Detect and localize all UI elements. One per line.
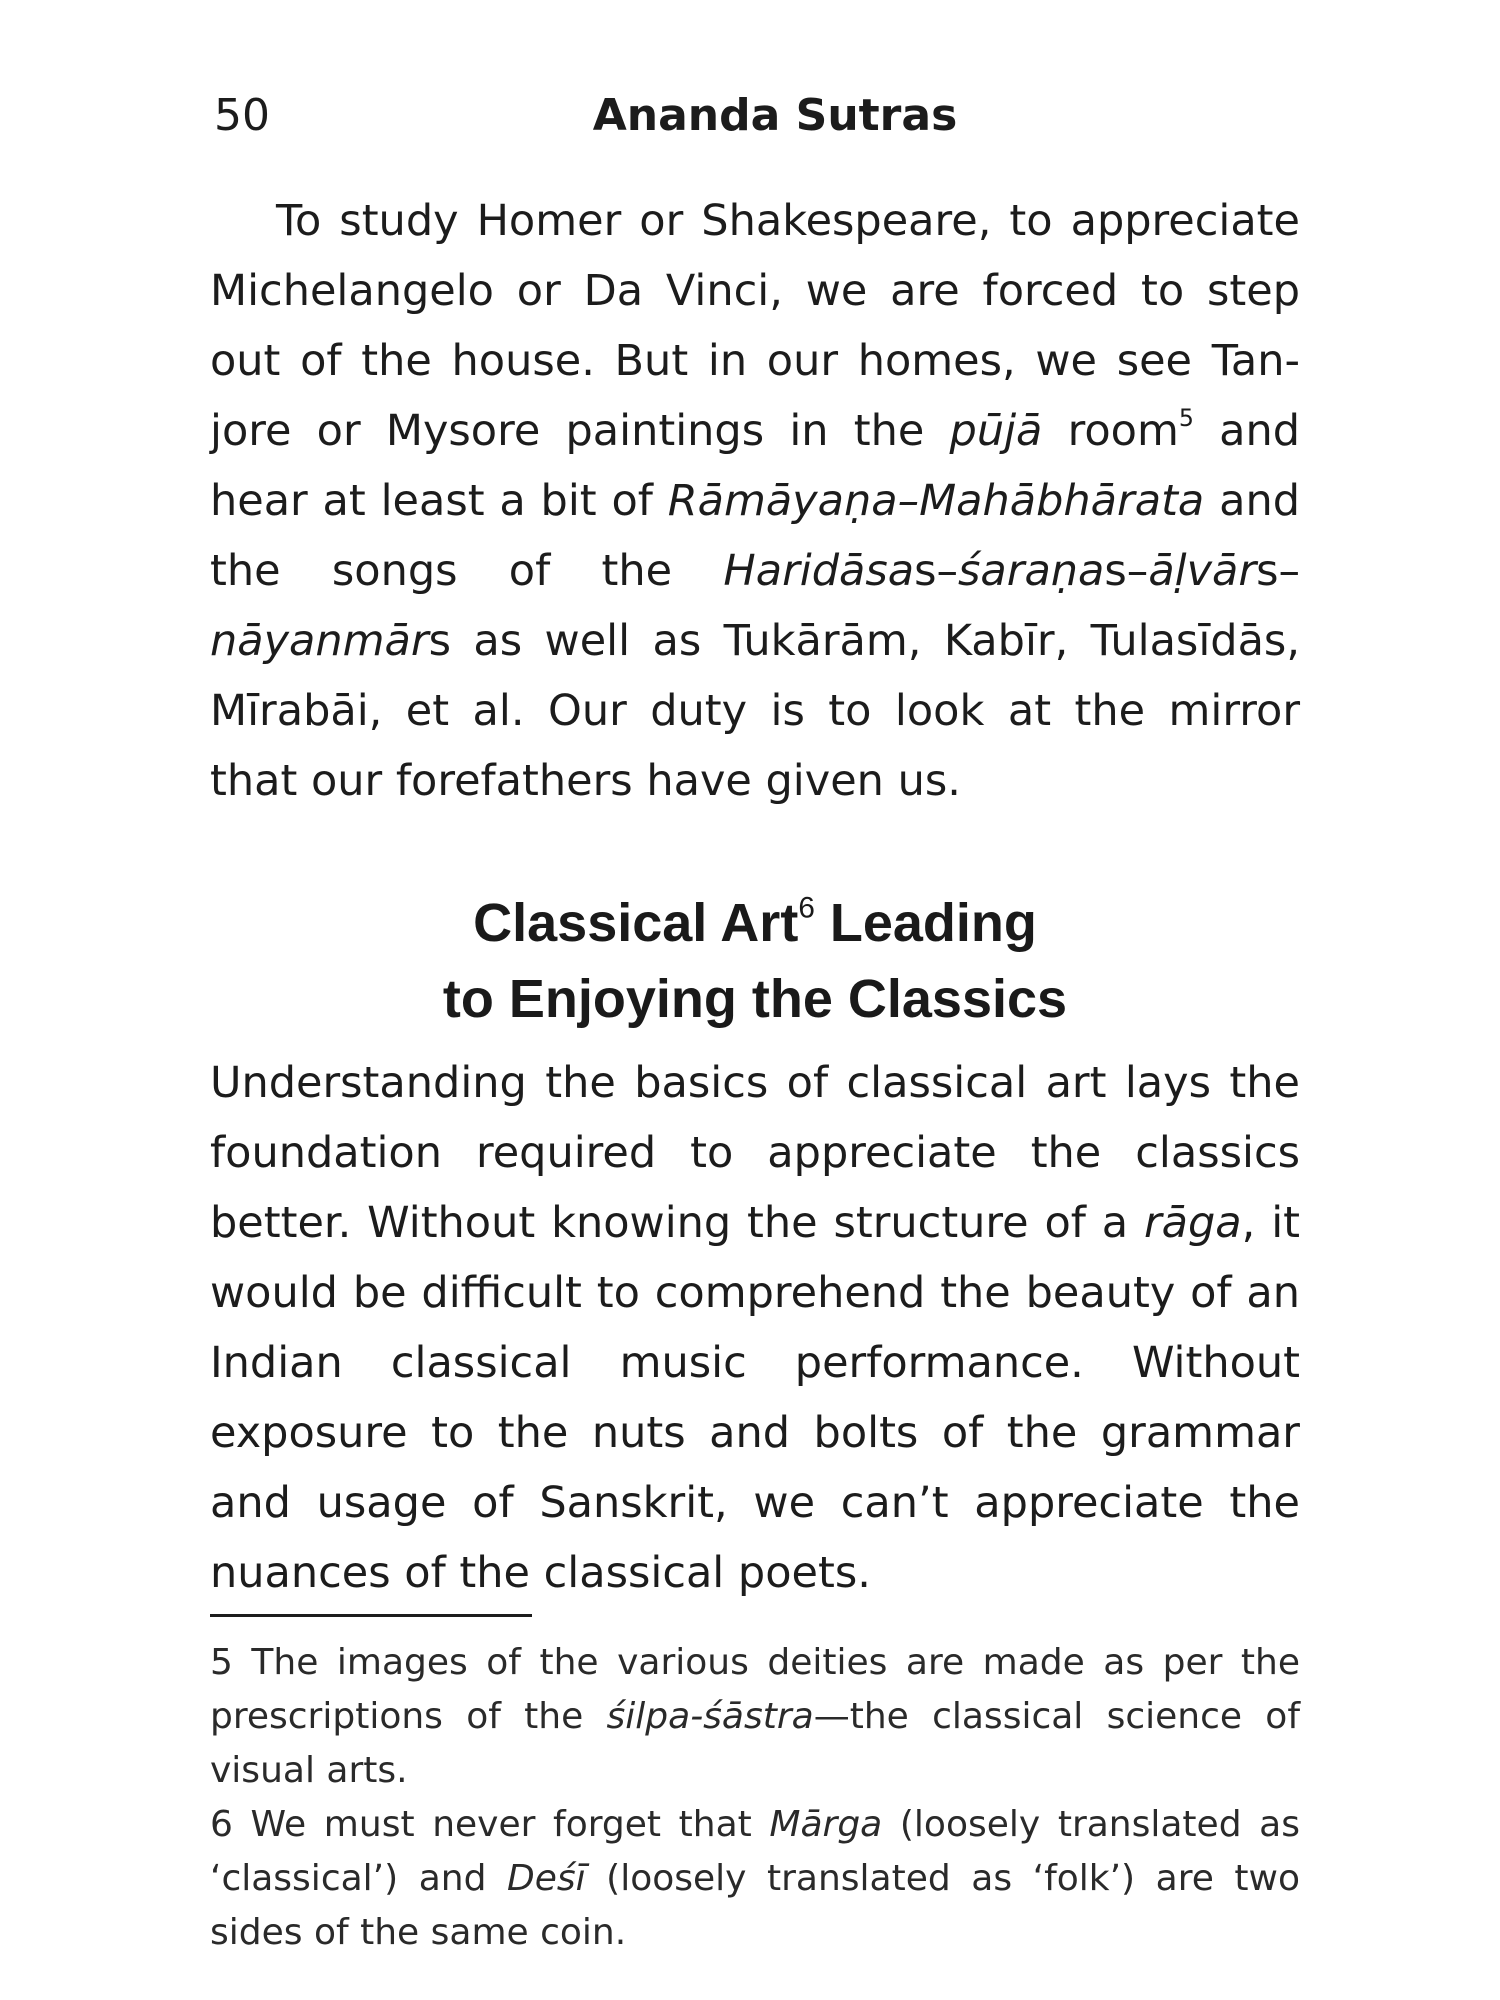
book-page <box>210 0 1300 2000</box>
footnote-6: 6 We must never forget that Mārga (loosely translated as ‘classical’) and Deśī (loosely translated as ‘folk’) are two sides of the same coin. <box>210 1804 1300 1953</box>
page-number: 50 <box>214 90 270 141</box>
body-paragraph-2: Understanding the basics of classical art lays the foundation required to appreciate the classics better. Without knowing the structure of a rāga, it would be difficult to comprehend the beauty of an Indian classical music performance. Without exposure to the nuts and bolts of the grammar and usage of Sanskrit, we can’t appreciate the nuances of the classical poets. <box>210 1058 1300 1598</box>
section-heading-line-1: Classical Art$^6$ Leading <box>473 891 1037 953</box>
footnotes <box>210 1636 1300 1960</box>
footnote-ref-6[interactable]: 6 <box>798 891 815 925</box>
running-head <box>210 86 1300 146</box>
book-title: Ananda Sutras <box>592 90 958 141</box>
section-heading-line-2: to Enjoying the Classics <box>442 969 1068 1029</box>
footnote-5: 5 The images of the various deities are made as per the prescriptions of the śilpa-śāstra—the classical science of visual arts. <box>210 1642 1300 1791</box>
footnote-divider <box>210 1614 532 1617</box>
section-heading <box>210 885 1300 1037</box>
footnote-ref-5[interactable]: 5 <box>1178 404 1194 433</box>
body-paragraph-1: To study Homer or Shakespeare, to appreciate Michelangelo or Da Vinci, we are forced to step out of the house. But in our homes, we see Tanjore or Mysore paintings in the pūjā room$^5$ and hear at least a bit of Rāmāyaṇa–Mahābhārata and the songs of the Haridāsas–śaraṇas–āḷvārs–nāyanmārs as well as Tukārām, Kabīr, Tulasīdās, Mīrabāi, et al. Our duty is to look at the mirror that our forefathers have given us. <box>210 196 1300 806</box>
